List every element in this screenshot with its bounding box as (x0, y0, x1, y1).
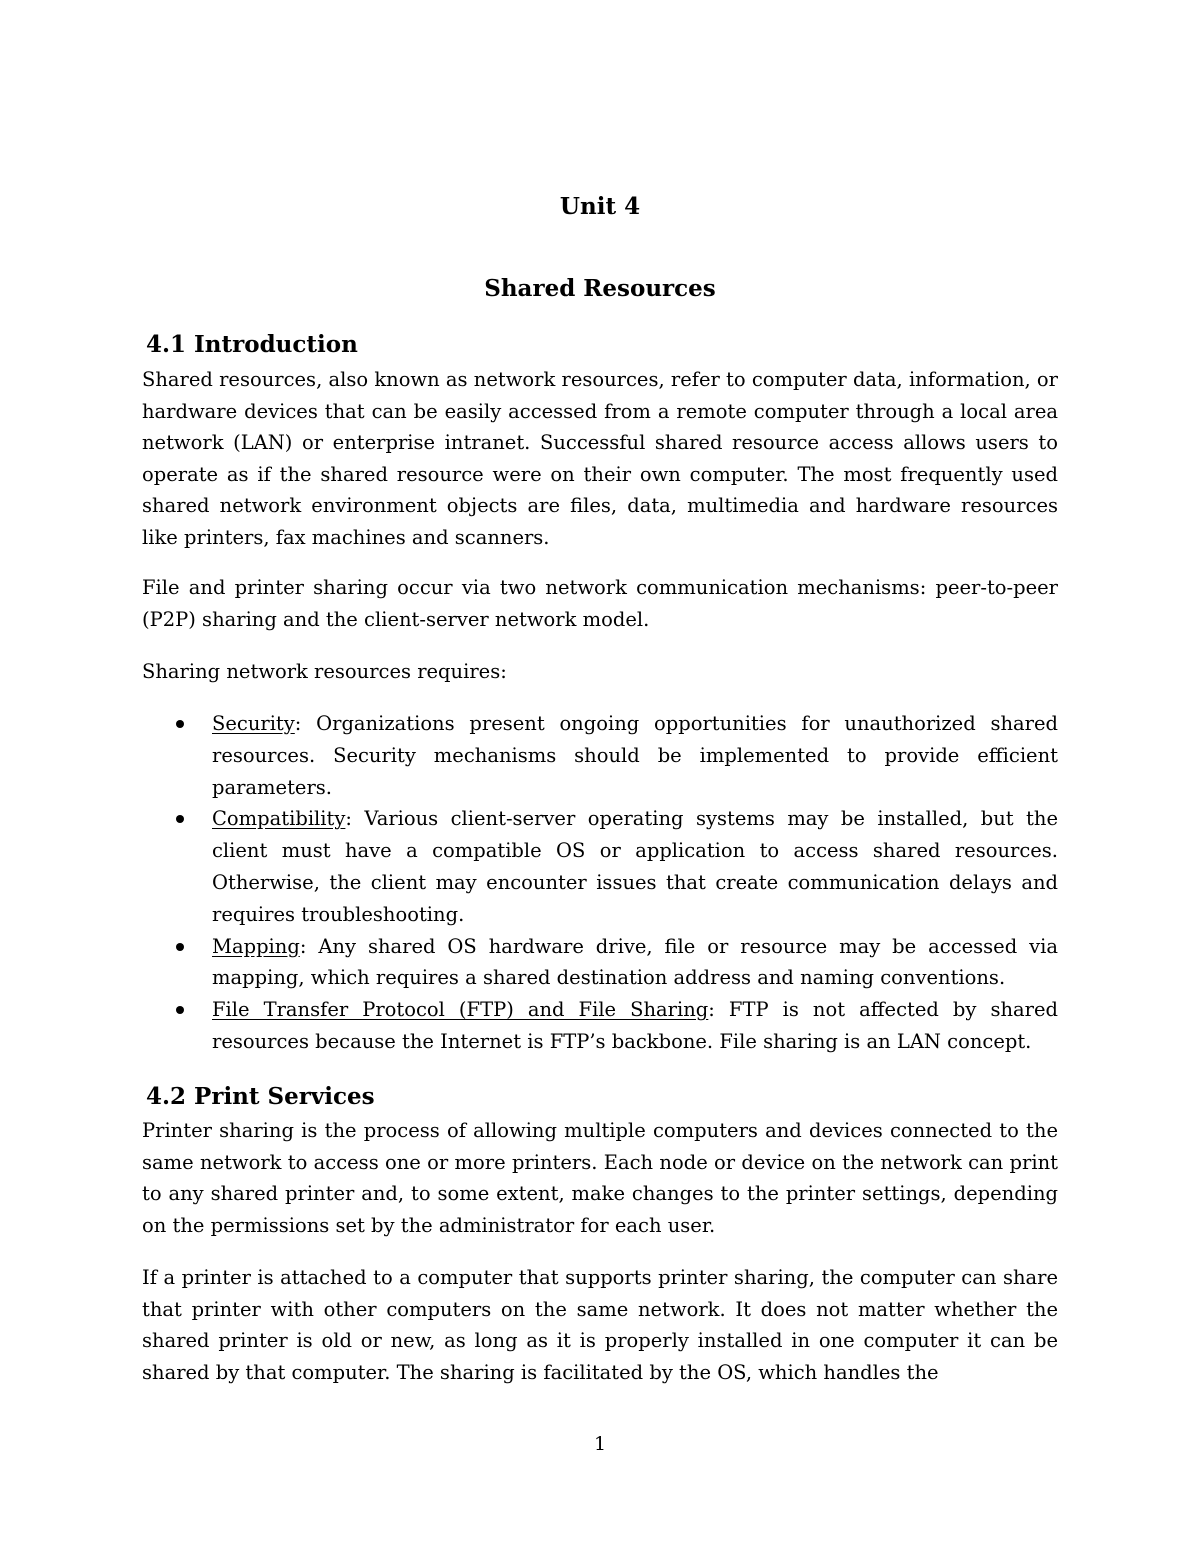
section-title: Introduction (194, 331, 358, 358)
mechanisms-paragraph: File and printer sharing occur via two network communication mechanisms: peer-to-peer (P2P) sharing and the client-server network model. (142, 576, 1058, 631)
section-title: Print Services (194, 1083, 375, 1110)
requirements-list (142, 708, 1058, 1058)
page-number: 1 (593, 1433, 607, 1455)
requirement-term: Compatibility (212, 807, 346, 831)
intro-paragraph: Shared resources, also known as network resources, refer to computer data, information, or hardware devices that can be easily accessed from a remote computer through a local area network (LAN) or enterprise intranet. Successful shared resource access allows users to operate as if the shared resource were on their own computer. The most frequently used shared network environment objects are files, data, multimedia and hardware resources like printers, fax machines and scanners. (142, 368, 1058, 549)
list-item (142, 994, 1058, 1058)
requirement-text: : Any shared OS hardware drive, file or resource may be accessed via mapping, which requires a shared destination address and naming conventions. (212, 934, 1058, 990)
section-number: 4.1 (146, 331, 187, 358)
list-item (142, 803, 1058, 930)
unit-title: Unit 4 (559, 193, 641, 220)
requirement-term: File Transfer Protocol (FTP) and File Sharing (212, 998, 709, 1022)
bullet-icon (176, 720, 184, 728)
bullet-icon (176, 1006, 184, 1014)
bullet-icon (176, 943, 184, 951)
requirement-text: : FTP is not affected by shared resources because the Internet is FTP’s backbone. File sharing is an LAN concept. (212, 998, 1058, 1053)
section-heading-print-services (146, 1082, 375, 1112)
requirement-text: : Various client-server operating systems may be installed, but the client must have a compatible OS or application to access shared resources. Otherwise, the client may encounter issues that create communication delays and requires troubleshooting. (212, 807, 1058, 926)
section-number: 4.2 (146, 1083, 187, 1110)
section-heading-introduction (146, 330, 358, 360)
printer-sharing-paragraph: Printer sharing is the process of allowing multiple computers and devices connected to the same network to access one or more printers. Each node or device on the network can print to any shared printer and, to some extent, make changes to the printer settings, depending on the permissions set by the administrator for each user. (142, 1119, 1058, 1237)
printer-attached-paragraph: If a printer is attached to a computer that supports printer sharing, the computer can share that printer with other computers on the same network. It does not matter whether the shared printer is old or new, as long as it is properly installed in one computer it can be shared by that computer. The sharing is facilitated by the OS, which handles the (142, 1266, 1058, 1384)
requirements-intro: Sharing network resources requires: (142, 660, 507, 683)
document-title: Shared Resources (484, 275, 716, 302)
list-item (142, 931, 1058, 995)
bullet-icon (176, 815, 184, 823)
list-item (142, 708, 1058, 803)
requirement-term: Mapping (212, 934, 300, 958)
requirement-term: Security (212, 712, 295, 735)
requirement-text: : Organizations present ongoing opportunities for unauthorized shared resources. Security mechanisms should be implemented to provide efficient parameters. (212, 712, 1058, 799)
